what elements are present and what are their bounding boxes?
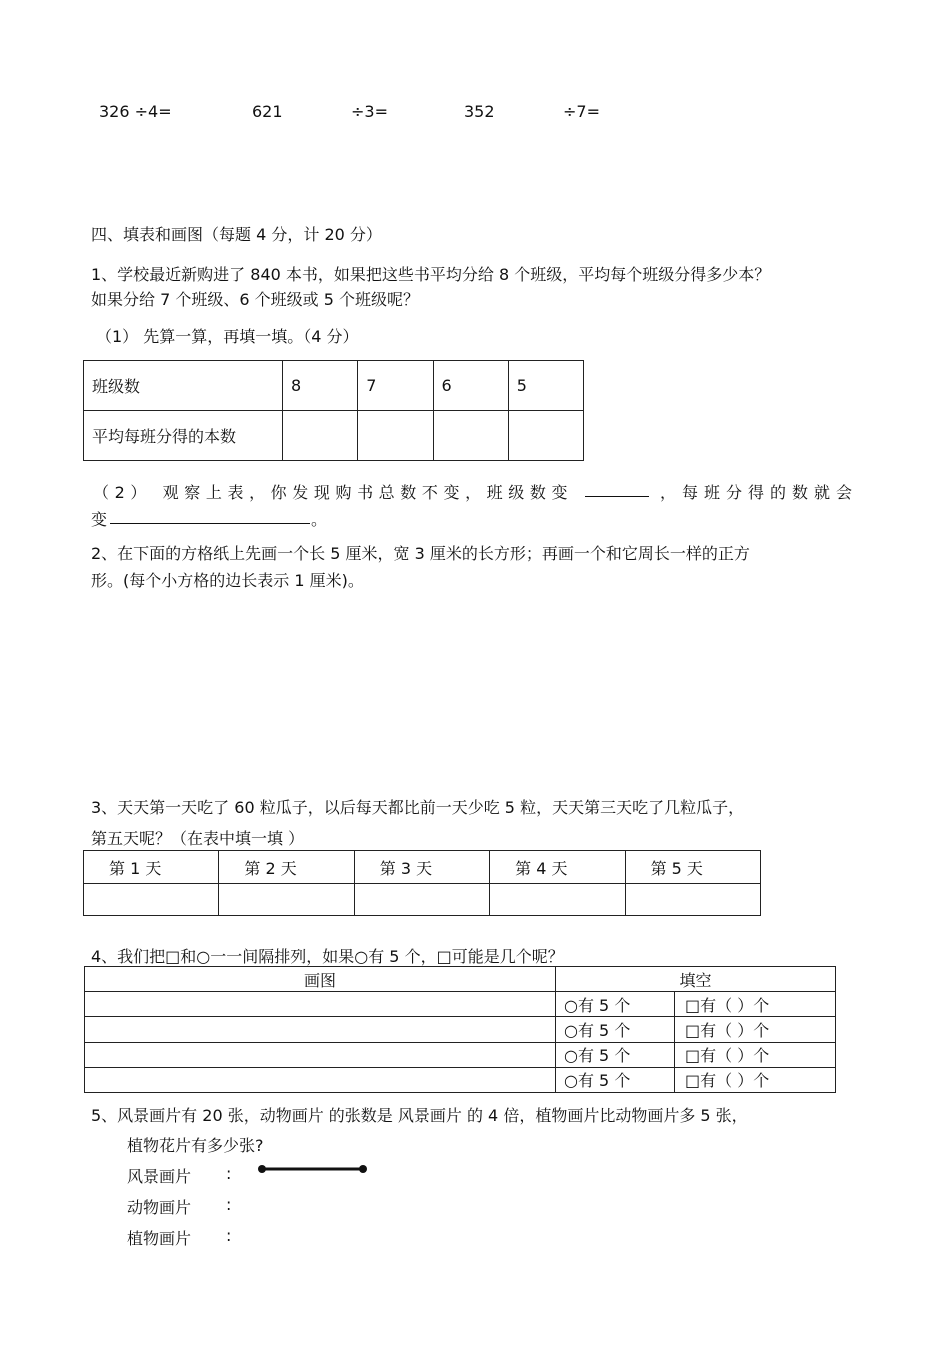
segment-endpoint-left <box>258 1165 266 1173</box>
q3-text-line1: 3、天天第一天吃了 60 粒瓜子，以后每天都比前一天少吃 5 粒，天天第三天吃了几粒瓜子， <box>91 798 745 817</box>
answer-cell[interactable] <box>219 884 354 916</box>
answer-cell[interactable] <box>84 884 219 916</box>
header-fill: 填空 <box>556 967 836 992</box>
q1-subquestion-2-part-a: （2） 观察上表，你发现购书总数不变，班级数变 <box>93 483 574 502</box>
answer-cell[interactable] <box>354 884 489 916</box>
answer-blank-2[interactable] <box>110 507 310 524</box>
answer-cell[interactable] <box>625 884 760 916</box>
answer-cell[interactable] <box>358 411 433 461</box>
circle-count-cell: ○有 5 个 <box>556 1067 675 1092</box>
q1-subquestion-2-line2-a: 变 <box>91 510 108 529</box>
division-problem-3-dividend: 352 <box>464 102 495 121</box>
q3-text-line2: 第五天呢？（在表中填一填 ） <box>91 829 305 848</box>
day-header: 第 1 天 <box>84 851 219 884</box>
q5-text-line2: 植物花片有多少张? <box>127 1136 264 1155</box>
square-count-cell[interactable]: □有（ ）个 <box>675 1067 836 1092</box>
q1-text-line1: 1、学校最近新购进了 840 本书，如果把这些书平均分给 8 个班级，平均每个班级分得多少本？ <box>91 265 771 284</box>
division-problem-2-divisor: ÷3= <box>351 102 388 121</box>
square-count-cell[interactable]: □有（ ）个 <box>675 1042 836 1067</box>
q1-class-table <box>83 360 584 461</box>
day-header: 第 2 天 <box>219 851 354 884</box>
class-count-cell: 6 <box>433 361 508 411</box>
label-landscape-cards: 风景画片 <box>127 1167 192 1186</box>
q1-subquestion-1: （1） 先算一算，再填一填。（4 分） <box>96 327 359 346</box>
answer-blank-1[interactable] <box>585 480 649 497</box>
q5-text-line1: 5、风景画片有 20 张，动物画片 的张数是 风景画片 的 4 倍，植物画片比动物画片多 5 张， <box>91 1106 748 1125</box>
colon: : <box>226 1226 232 1245</box>
division-problem-1: 326 ÷4= <box>99 102 172 121</box>
drawing-area[interactable] <box>91 600 861 780</box>
line-segment-diagram <box>257 1161 369 1175</box>
answer-cell[interactable] <box>490 884 625 916</box>
drawing-cell[interactable] <box>85 1017 556 1042</box>
answer-cell[interactable] <box>433 411 508 461</box>
q1-text-line2: 如果分给 7 个班级、6 个班级或 5 个班级呢？ <box>91 290 419 309</box>
row-label-class-count: 班级数 <box>84 361 283 411</box>
header-draw: 画图 <box>85 967 556 992</box>
square-count-cell[interactable]: □有（ ）个 <box>675 992 836 1017</box>
division-problem-3-divisor: ÷7= <box>563 102 600 121</box>
day-header: 第 5 天 <box>625 851 760 884</box>
label-animal-cards: 动物画片 <box>127 1198 192 1217</box>
circle-count-cell: ○有 5 个 <box>556 1042 675 1067</box>
day-header: 第 4 天 <box>490 851 625 884</box>
colon: : <box>226 1195 232 1214</box>
q2-text-line2: 形。(每个小方格的边长表示 1 厘米)。 <box>91 571 364 590</box>
q4-pattern-table <box>84 966 836 1093</box>
division-problem-2-dividend: 621 <box>252 102 283 121</box>
square-count-cell[interactable]: □有（ ）个 <box>675 1017 836 1042</box>
day-header: 第 3 天 <box>354 851 489 884</box>
drawing-cell[interactable] <box>85 1042 556 1067</box>
class-count-cell: 7 <box>358 361 433 411</box>
segment-svg <box>257 1162 369 1176</box>
q1-subquestion-2-part-b: ，每班分得的数就会 <box>660 483 859 502</box>
class-count-cell: 8 <box>283 361 358 411</box>
circle-count-cell: ○有 5 个 <box>556 992 675 1017</box>
class-count-cell: 5 <box>508 361 583 411</box>
drawing-cell[interactable] <box>85 1067 556 1092</box>
q1-subquestion-2-line2-b: 。 <box>311 510 328 529</box>
row-label-books-per-class: 平均每班分得的本数 <box>84 411 283 461</box>
section-title: 四、填表和画图（每题 4 分，计 20 分） <box>91 225 382 244</box>
answer-cell[interactable] <box>283 411 358 461</box>
answer-cell[interactable] <box>508 411 583 461</box>
colon: : <box>226 1164 232 1183</box>
q4-text-line1: 4、我们把□和○一一间隔排列，如果○有 5 个，□可能是几个呢？ <box>91 947 564 966</box>
label-plant-cards: 植物画片 <box>127 1229 192 1248</box>
q3-days-table <box>83 850 761 916</box>
q2-text-line1: 2、在下面的方格纸上先画一个长 5 厘米，宽 3 厘米的长方形；再画一个和它周长一样的正方 <box>91 544 750 563</box>
circle-count-cell: ○有 5 个 <box>556 1017 675 1042</box>
segment-endpoint-right <box>359 1165 367 1173</box>
drawing-cell[interactable] <box>85 992 556 1017</box>
